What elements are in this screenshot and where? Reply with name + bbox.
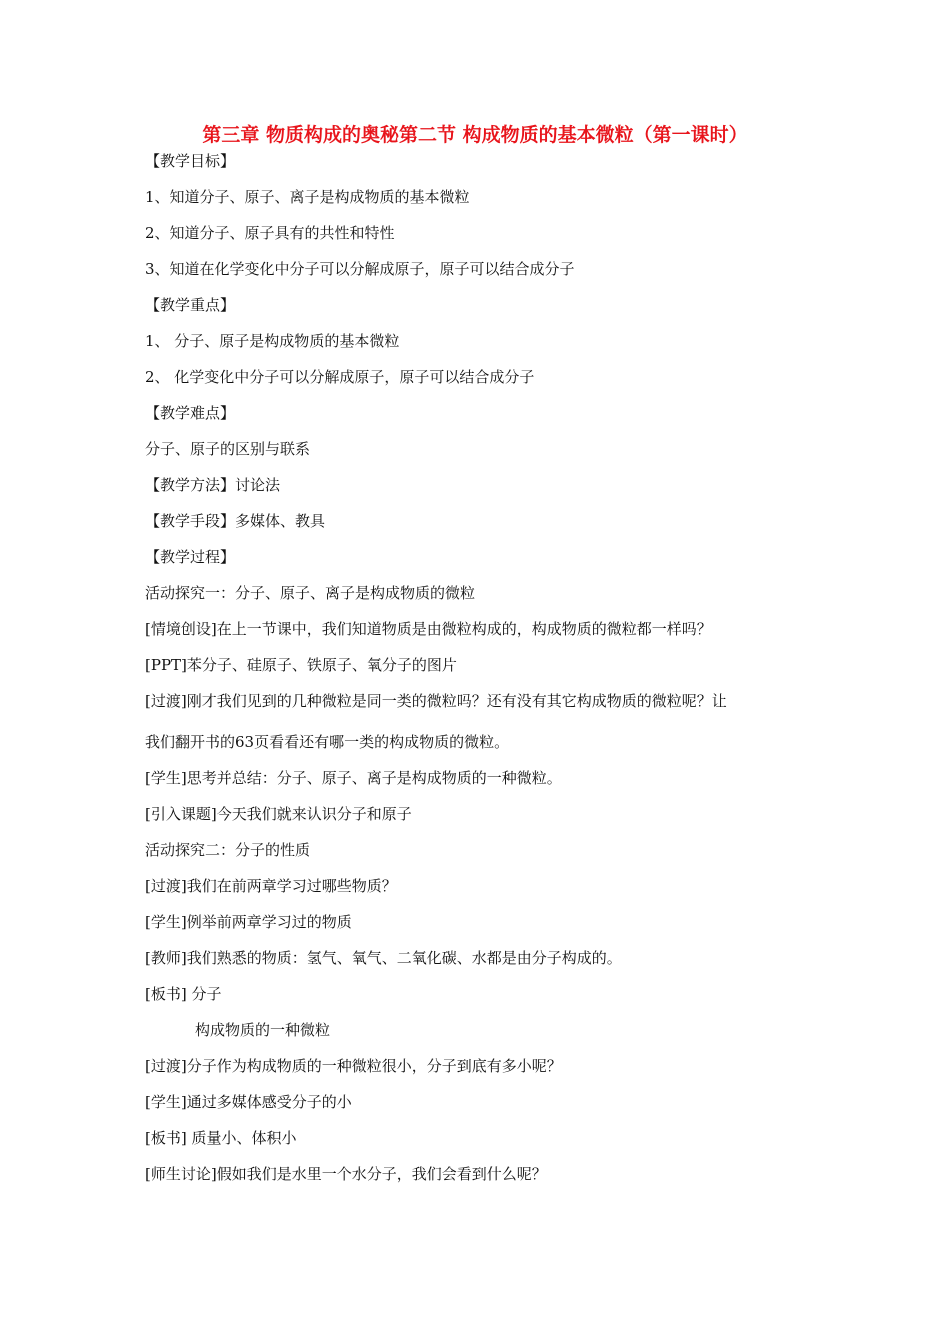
process-line: [过渡]刚才我们见到的几种微粒是同一类的微粒吗？还有没有其它构成物质的微粒呢？让 <box>145 692 727 710</box>
process-line: [学生]例举前两章学习过的物质 <box>145 913 352 931</box>
process-line: [学生]思考并总结：分子、原子、离子是构成物质的一种微粒。 <box>145 769 562 787</box>
section-heading-difficulties: 【教学难点】 <box>145 404 236 422</box>
objective-item-1: 1、知道分子、原子、离子是构成物质的基本微粒 <box>145 188 470 206</box>
process-line: [过渡]我们在前两章学习过哪些物质？ <box>145 877 397 895</box>
process-line: [师生讨论]假如我们是水里一个水分子，我们会看到什么呢？ <box>145 1165 547 1183</box>
process-line: 我们翻开书的63页看看还有哪一类的构成物质的微粒。 <box>145 733 510 751</box>
process-line: [引入课题]今天我们就来认识分子和原子 <box>145 805 412 823</box>
section-heading-objectives: 【教学目标】 <box>145 152 236 170</box>
objective-item-3: 3、知道在化学变化中分子可以分解成原子，原子可以结合成分子 <box>145 260 575 278</box>
activity-one-heading: 活动探究一：分子、原子、离子是构成物质的微粒 <box>145 584 476 602</box>
difficulty-text: 分子、原子的区别与联系 <box>145 440 311 458</box>
process-line: [学生]通过多媒体感受分子的小 <box>145 1093 352 1111</box>
board-note-detail: 构成物质的一种微粒 <box>195 1021 331 1039</box>
teaching-method: 【教学方法】讨论法 <box>145 476 281 494</box>
board-note: [板书] 分子 <box>145 985 222 1003</box>
activity-two-heading: 活动探究二：分子的性质 <box>145 841 311 859</box>
board-note: [板书] 质量小、体积小 <box>145 1129 297 1147</box>
key-point-item-2: 2、 化学变化中分子可以分解成原子，原子可以结合成分子 <box>145 368 535 386</box>
section-heading-key-points: 【教学重点】 <box>145 296 236 314</box>
process-line: [教师]我们熟悉的物质：氢气、氧气、二氧化碳、水都是由分子构成的。 <box>145 949 622 967</box>
section-heading-process: 【教学过程】 <box>145 548 236 566</box>
objective-item-2: 2、知道分子、原子具有的共性和特性 <box>145 224 395 242</box>
process-line: [PPT]苯分子、硅原子、铁原子、氧分子的图片 <box>145 656 457 674</box>
key-point-item-1: 1、 分子、原子是构成物质的基本微粒 <box>145 332 400 350</box>
teaching-tools: 【教学手段】多媒体、教具 <box>145 512 326 530</box>
process-line: [过渡]分子作为构成物质的一种微粒很小，分子到底有多小呢？ <box>145 1057 562 1075</box>
document-title: 第三章 物质构成的奥秘第二节 构成物质的基本微粒（第一课时） <box>202 124 748 146</box>
process-line: [情境创设]在上一节课中，我们知道物质是由微粒构成的，构成物质的微粒都一样吗？ <box>145 620 712 638</box>
